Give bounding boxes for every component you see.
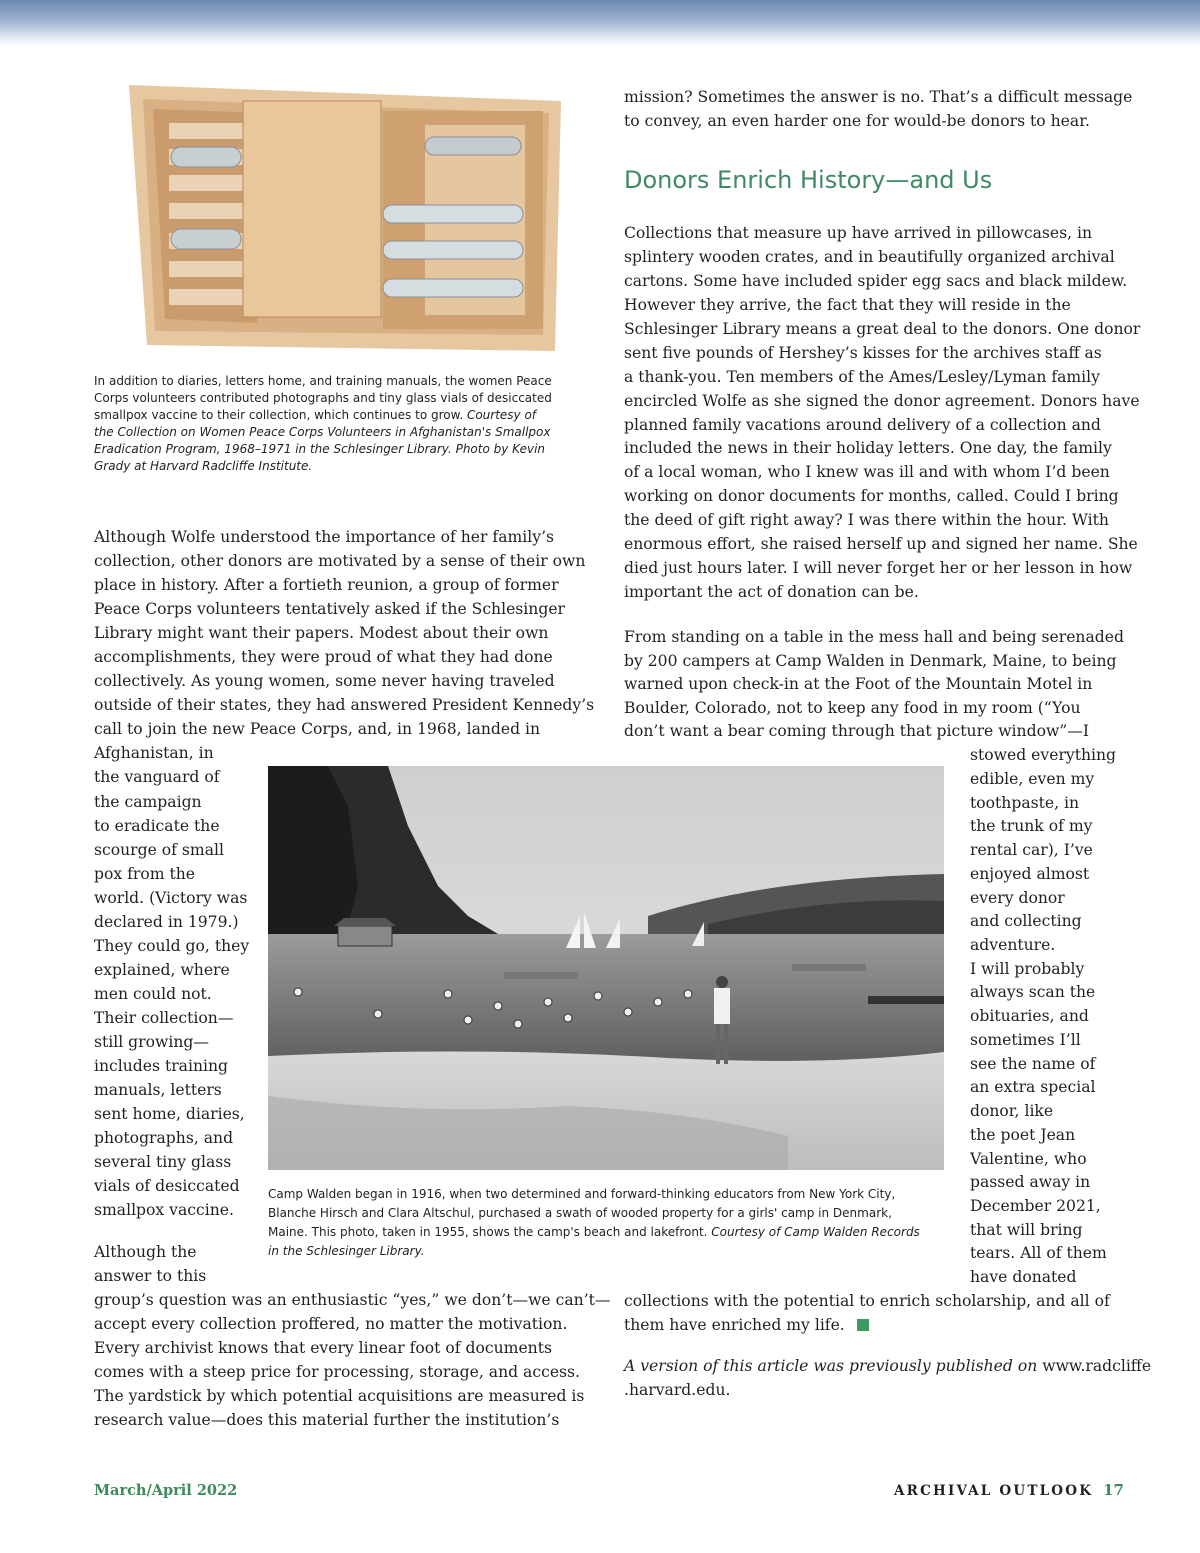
body-line: call to join the new Peace Corps, and, in 1968, landed in bbox=[94, 720, 541, 738]
body-line: They could go, they bbox=[94, 937, 250, 955]
body-line: Although the bbox=[94, 1243, 197, 1261]
body-line: world. (Victory was bbox=[94, 889, 248, 907]
body-line: tears. All of them bbox=[970, 1244, 1107, 1262]
header-band bbox=[0, 0, 1200, 46]
body-line: planned family vacations around delivery of a collection and bbox=[624, 416, 1101, 434]
note-link[interactable]: www.radcliffe bbox=[1042, 1357, 1152, 1375]
body-line: men could not. bbox=[94, 985, 212, 1003]
body-line: died just hours later. I will never forget her or her lesson in how bbox=[624, 559, 1133, 577]
body-line: included the news in their holiday letters. One day, the family bbox=[624, 439, 1112, 457]
body-line: answer to this bbox=[94, 1267, 207, 1285]
body-line: includes training bbox=[94, 1057, 229, 1075]
body-line: I will probably bbox=[970, 960, 1085, 978]
figure1-caption-line: smallpox vaccine to their collection, which continues to grow. Courtesy of bbox=[94, 408, 537, 422]
body-line: vials of desiccated bbox=[94, 1177, 240, 1195]
issue-date: March/April 2022 bbox=[94, 1482, 238, 1499]
body-line: the deed of gift right away? I was there within the hour. With bbox=[624, 511, 1109, 529]
body-line: mission? Sometimes the answer is no. That’s a difficult message bbox=[624, 88, 1133, 106]
body-line: splintery wooden crates, and in beautifully organized archival bbox=[624, 248, 1115, 266]
body-line: to convey, an even harder one for would-be donors to hear. bbox=[624, 112, 1090, 130]
figure1-caption-line: the Collection on Women Peace Corps Volunteers in Afghanistan's Smallpox bbox=[94, 425, 551, 439]
body-line: Every archivist knows that every linear foot of documents bbox=[94, 1339, 552, 1357]
body-line: However they arrive, the fact that they will reside in the bbox=[624, 296, 1071, 314]
body-line: see the name of bbox=[970, 1055, 1096, 1073]
body-line: enjoyed almost bbox=[970, 865, 1090, 883]
body-line: group’s question was an enthusiastic “yes,” we don’t—we can’t— bbox=[94, 1291, 611, 1309]
body-line: pox from the bbox=[94, 865, 196, 883]
body-line: explained, where bbox=[94, 961, 230, 979]
body-line: Boulder, Colorado, not to keep any food in my room (“You bbox=[624, 699, 1081, 717]
body-line: don’t want a bear coming through that picture window”—I bbox=[624, 722, 1090, 740]
body-line: place in history. After a fortieth reunion, a group of former bbox=[94, 576, 559, 594]
body-line: donor, like bbox=[970, 1102, 1054, 1120]
body-line: several tiny glass bbox=[94, 1153, 232, 1171]
body-line: smallpox vaccine. bbox=[94, 1201, 234, 1219]
body-line: an extra special bbox=[970, 1078, 1096, 1096]
body-line: obituaries, and bbox=[970, 1007, 1089, 1025]
figure1-caption-line: Eradication Program, 1968–1971 in the Schlesinger Library. Photo by Kevin bbox=[94, 442, 546, 456]
body-line: passed away in bbox=[970, 1173, 1091, 1191]
body-line: cartons. Some have included spider egg sacs and black mildew. bbox=[624, 272, 1128, 290]
body-line: The yardstick by which potential acquisitions are measured is bbox=[94, 1387, 585, 1405]
body-line: the campaign bbox=[94, 793, 202, 811]
end-mark-icon bbox=[857, 1319, 869, 1331]
figure2-caption-line: Maine. This photo, taken in 1955, shows the camp's beach and lakefront. Courtesy of Camp Walden Records bbox=[268, 1225, 920, 1239]
body-line: rental car), I’ve bbox=[970, 841, 1093, 859]
body-line: Valentine, who bbox=[970, 1150, 1087, 1168]
body-line: sent five pounds of Hershey’s kisses for the archives staff as bbox=[624, 344, 1102, 362]
body-line: enormous effort, she raised herself up and signed her name. She bbox=[624, 535, 1138, 553]
body-line: comes with a steep price for processing, storage, and access. bbox=[94, 1363, 581, 1381]
body-line: toothpaste, in bbox=[970, 794, 1080, 812]
body-line: by 200 campers at Camp Walden in Denmark, Maine, to being bbox=[624, 652, 1117, 670]
body-line: Library might want their papers. Modest about their own bbox=[94, 624, 549, 642]
section-heading: Donors Enrich History—and Us bbox=[624, 166, 993, 194]
figure2-caption-line: Blanche Hirsch and Clara Altschul, purchased a swath of wooded property for a girls' camp in Denmark, bbox=[268, 1206, 892, 1220]
body-line: scourge of small bbox=[94, 841, 224, 859]
body-line: still growing— bbox=[94, 1033, 209, 1051]
body-line: them have enriched my life. bbox=[624, 1313, 869, 1337]
body-line: working on donor documents for months, called. Could I bring bbox=[624, 487, 1119, 505]
body-line: Their collection— bbox=[94, 1009, 234, 1027]
body-line: that will bring bbox=[970, 1221, 1083, 1239]
body-line: always scan the bbox=[970, 983, 1096, 1001]
body-line: manuals, letters bbox=[94, 1081, 222, 1099]
body-line: Collections that measure up have arrived in pillowcases, in bbox=[624, 224, 1093, 242]
body-line: collectively. As young women, some never having traveled bbox=[94, 672, 555, 690]
note-link-continued[interactable]: .harvard.edu. bbox=[624, 1381, 731, 1399]
vials-box-photo bbox=[125, 83, 565, 355]
body-line: of a local woman, who I knew was ill and with whom I’d been bbox=[624, 463, 1110, 481]
body-line: accomplishments, they were proud of what they had done bbox=[94, 648, 553, 666]
body-line: accept every collection proffered, no matter the motivation. bbox=[94, 1315, 568, 1333]
body-line: Schlesinger Library means a great deal to the donors. One donor bbox=[624, 320, 1141, 338]
figure2-caption-line: in the Schlesinger Library. bbox=[268, 1244, 425, 1258]
body-line: sent home, diaries, bbox=[94, 1105, 245, 1123]
body-line: stowed everything bbox=[970, 746, 1117, 764]
figure1-caption-line: Grady at Harvard Radcliffe Institute. bbox=[94, 459, 313, 473]
body-line: the vanguard of bbox=[94, 768, 220, 786]
body-line: December 2021, bbox=[970, 1197, 1101, 1215]
body-line: have donated bbox=[970, 1268, 1077, 1286]
figure2-caption-line: Camp Walden began in 1916, when two determined and forward-thinking educators from New York City, bbox=[268, 1187, 896, 1201]
body-line: declared in 1979.) bbox=[94, 913, 239, 931]
body-line: warned upon check-in at the Foot of the Mountain Motel in bbox=[624, 675, 1093, 693]
body-line: sometimes I’ll bbox=[970, 1031, 1081, 1049]
body-line: encircled Wolfe as she signed the donor agreement. Donors have bbox=[624, 392, 1140, 410]
publication-note: A version of this article was previously published on www.radcliffe bbox=[624, 1357, 1152, 1375]
page-number: 17 bbox=[1103, 1481, 1124, 1499]
body-line: edible, even my bbox=[970, 770, 1095, 788]
body-line: the poet Jean bbox=[970, 1126, 1076, 1144]
body-line: the trunk of my bbox=[970, 817, 1093, 835]
body-line: Peace Corps volunteers tentatively asked if the Schlesinger bbox=[94, 600, 566, 618]
body-line: Afghanistan, in bbox=[94, 744, 214, 762]
body-line: From standing on a table in the mess hall and being serenaded bbox=[624, 628, 1124, 646]
body-line: outside of their states, they had answered President Kennedy’s bbox=[94, 696, 595, 714]
body-line: and collecting bbox=[970, 912, 1082, 930]
body-line: adventure. bbox=[970, 936, 1056, 954]
body-line: photographs, and bbox=[94, 1129, 234, 1147]
body-line: important the act of donation can be. bbox=[624, 583, 919, 601]
body-line: collections with the potential to enrich scholarship, and all of bbox=[624, 1292, 1110, 1310]
body-line: every donor bbox=[970, 889, 1065, 907]
footer-publication: ARCHIVAL OUTLOOK 17 bbox=[894, 1481, 1124, 1499]
body-line: collection, other donors are motivated by a sense of their own bbox=[94, 552, 586, 570]
figure1-caption-line: In addition to diaries, letters home, and training manuals, the women Peace bbox=[94, 374, 552, 388]
figure1-caption-line: Corps volunteers contributed photographs and tiny glass vials of desiccated bbox=[94, 391, 552, 405]
body-line: Although Wolfe understood the importance of her family’s bbox=[94, 528, 555, 546]
body-line: a thank-you. Ten members of the Ames/Lesley/Lyman family bbox=[624, 368, 1100, 386]
body-line: to eradicate the bbox=[94, 817, 220, 835]
body-line: research value—does this material further the institution’s bbox=[94, 1411, 560, 1429]
camp-walden-photo bbox=[268, 766, 944, 1170]
